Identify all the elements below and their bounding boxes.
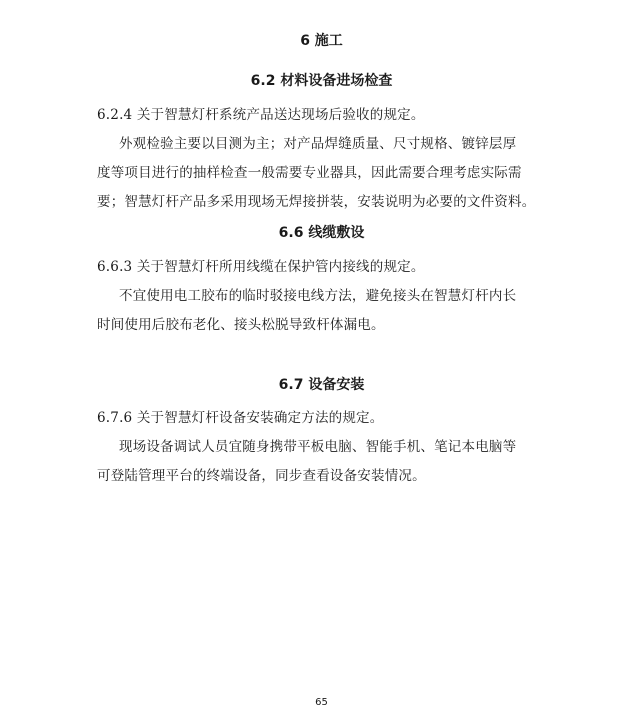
body-line: 现场设备调试人员宜随身携带平板电脑、智能手机、笔记本电脑等 [119,439,517,455]
body-line: 度等项目进行的抽样检查一般需要专业器具，因此需要合理考虑实际需 [97,165,522,181]
clause-6-2-4: 6.2.4 关于智慧灯杆系统产品送达现场后验收的规定。 [97,107,425,123]
section-heading-6-2: 6.2 材料设备进场检查 [250,73,393,89]
section-heading-6-6: 6.6 线缆敷设 [278,225,365,241]
clause-6-7-6: 6.7.6 关于智慧灯杆设备安装确定方法的规定。 [97,410,384,426]
chapter-title: 6 施工 [300,33,343,49]
body-line: 可登陆管理平台的终端设备，同步查看设备安装情况。 [97,468,426,484]
body-line: 外观检验主要以目测为主；对产品焊缝质量、尺寸规格、镀锌层厚 [119,136,517,152]
body-line: 时间使用后胶布老化、接头松脱导致杆体漏电。 [97,317,385,333]
clause-6-6-3: 6.6.3 关于智慧灯杆所用线缆在保护管内接线的规定。 [97,259,425,275]
body-line: 要；智慧灯杆产品多采用现场无焊接拼装，安装说明为必要的文件资料。 [97,194,536,210]
body-line: 不宜使用电工胶布的临时驳接电线方法，避免接头在智慧灯杆内长 [119,288,517,304]
page-number: 65 [315,697,328,708]
section-heading-6-7: 6.7 设备安装 [278,377,365,393]
